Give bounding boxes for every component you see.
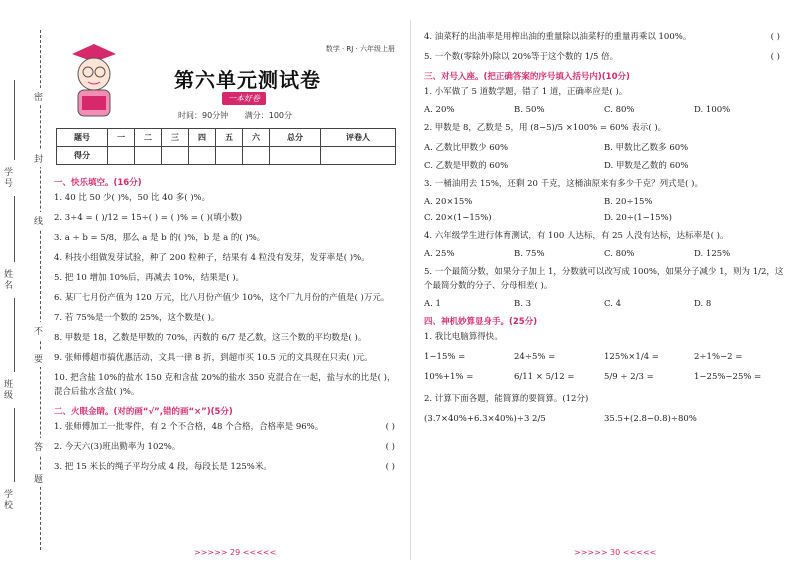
score-header-cell: 六 <box>243 129 270 147</box>
brand-badge: 一本好卷 <box>222 92 266 105</box>
left-page: 数学 · RJ · 六年级上册 第六单元测试卷 一本好卷 时间：90分钟 满分：100分 题号 一 二 三 四 五 六 总分 评卷人 得分 一、快乐填空。(16分) 1. 40 比 50 少( )%，50 比 40 多( )%。 2. 3÷4 = ( )/12 = 15÷( ) = ( )% = ( )(填小数) 3. a ÷ b = 5/8，那么 a 是 b 的( )%，b 是 a 的( )%。 4. 科技小组做发芽试验，种了 200 粒种子，结果有 4 粒没有发芽，发芽率是( )%。 5. 把 10 增加 10%后，再减去 10%，结果是( )。 6. 某厂七月份产值为 120 万元，比八月份产值少 10%，这个厂九月份的产值是( )万元。 7. 若 75%是一个数的 25%，这个数是( )。 8. 甲数是 18，乙数是甲数的 70%，丙数的 6/7 是乙数，这三个数的平均数是( )。 9. 张师傅超市搞优惠活动，文具一律 8 折，到超市买 10.5 元的文具现在只卖( )元。 10. 把含盐 10%的盐水 150 克和含盐 20%的盐水 350 克混合在一起，盐与水的比是( )，混合后盐水含盐( )%。 二、火眼金睛。(对的画“√”,错的画“×”)(5分) 1. 张师傅加工一批零件，有 2 个不合格，48 个合格，合格率是 96%。 ( ) 2. 今天六(3)班出勤率为 102%。 ( ) 3. 把 15 米长的绳子平均分成 4 段，每段长是 125%米。 ( ) >>>>> 29 <<<<< <box>54 30 399 480</box>
option[interactable]: C. 4 <box>604 299 622 309</box>
options <box>424 159 784 171</box>
option[interactable]: B. 50% <box>514 105 545 115</box>
time-label: 时间：90分钟 <box>178 111 229 120</box>
seal-char: 题 <box>34 470 43 487</box>
binding-margin <box>0 0 52 579</box>
exam-meta <box>178 110 306 121</box>
question: 5. 把 10 增加 10%后，再减去 10%，结果是( )。 <box>54 273 245 283</box>
score-cell[interactable] <box>321 147 396 165</box>
option[interactable]: C. 80% <box>604 249 635 259</box>
question: 1. 我比电脑算得快。 <box>424 332 503 342</box>
question: 7. 若 75%是一个数的 25%，这个数是( )。 <box>54 313 220 323</box>
section-heading: 三、对号入座。(把正确答案的序号填入括号内)(10分) <box>424 72 630 82</box>
section-heading: 一、快乐填空。(16分) <box>54 178 142 188</box>
options <box>424 299 784 309</box>
full-score-label: 满分：100分 <box>244 111 293 120</box>
calc-item: 10%+1% = <box>424 372 474 382</box>
question: 6. 某厂七月份产值为 120 万元，比八月份产值少 10%，这个厂九月份的产值是( )万元。 <box>54 293 390 303</box>
score-header-cell: 五 <box>216 129 243 147</box>
score-header-cell: 三 <box>162 129 189 147</box>
score-header-cell: 总分 <box>270 129 321 147</box>
score-cell[interactable] <box>162 147 189 165</box>
seal-char: 封 <box>34 150 43 167</box>
answer-paren[interactable]: ( ) <box>770 32 780 42</box>
seal-char: 密 <box>34 88 43 105</box>
mascot-icon <box>64 40 124 120</box>
option[interactable]: B. 3 <box>514 299 532 309</box>
options <box>424 197 784 207</box>
score-cell[interactable] <box>243 147 270 165</box>
question: 2. 3÷4 = ( )/12 = 15÷( ) = ( )% = ( )(填小数) <box>54 213 243 223</box>
seal-char: 线 <box>34 212 43 229</box>
answer-paren[interactable]: ( ) <box>385 462 395 472</box>
school-label: 学校 <box>4 490 14 511</box>
options <box>424 105 784 115</box>
student-id-label: 学号 <box>4 168 14 189</box>
calc-item: 35.5+(2.8−0.8)÷80% <box>604 414 697 424</box>
score-cell[interactable] <box>189 147 216 165</box>
option[interactable]: D. 100% <box>694 105 731 115</box>
calc-row <box>424 352 784 362</box>
calc-item: (3.7×40%+6.3×40%)÷3 2/5 <box>424 414 546 424</box>
calc-item: 24÷5% = <box>514 352 556 362</box>
option[interactable]: B. 20÷15% <box>604 197 653 207</box>
calc-item: 6/11 × 5/12 = <box>514 372 575 382</box>
option[interactable]: A. 乙数比甲数少 60% <box>424 143 509 153</box>
options <box>424 249 784 259</box>
answer-paren[interactable]: ( ) <box>385 422 395 432</box>
option[interactable]: B. 75% <box>514 249 545 259</box>
calc-item: 1−25%−25% = <box>694 372 762 382</box>
question: 4. 六年级学生进行体育测试，有 100 人达标，有 25 人没有达标，达标率是( )。 <box>424 231 729 241</box>
question: 8. 甲数是 18，乙数是甲数的 70%，丙数的 6/7 是乙数，这三个数的平均数是( )。 <box>54 333 367 343</box>
question: 3. a ÷ b = 5/8，那么 a 是 b 的( )%，b 是 a 的( )%。 <box>54 233 266 243</box>
calc-row <box>424 372 784 382</box>
section-heading: 二、火眼金睛。(对的画“√”,错的画“×”)(5分) <box>54 407 233 417</box>
score-cell[interactable] <box>270 147 321 165</box>
answer-paren[interactable]: ( ) <box>770 52 780 62</box>
score-cell[interactable] <box>216 147 243 165</box>
answer-paren[interactable]: ( ) <box>385 442 395 452</box>
option[interactable]: B. 甲数比乙数多 60% <box>604 143 689 153</box>
score-header-cell: 评卷人 <box>321 129 396 147</box>
exam-header <box>54 30 399 160</box>
calc-row <box>424 414 784 424</box>
score-header-cell: 四 <box>189 129 216 147</box>
question: 10. 把含盐 10%的盐水 150 克和含盐 20%的盐水 350 克混合在一起，盐与水的比是( )，混合后盐水含盐( )%。 <box>54 373 396 397</box>
score-cell[interactable] <box>135 147 162 165</box>
options <box>424 141 784 153</box>
calc-item: 2÷1%−2 = <box>694 352 743 362</box>
score-cell[interactable] <box>108 147 135 165</box>
subject-label: 数学 · RJ · 六年级上册 <box>325 45 395 53</box>
option[interactable]: C. 20×(1−15%) <box>424 213 492 223</box>
option[interactable]: D. 甲数是乙数的 60% <box>604 161 689 171</box>
right-page: 4. 油菜籽的出油率是用榨出油的重量除以油菜籽的重量再乘以 100%。 ( ) 5. 一个数(零除外)除以 20%等于这个数的 1/5 倍。 ( ) 三、对号入座。(把正确答案的序号填入括号内)(10分) 1. 小军做了 5 道数学题，错了 1 道，正确率应是( )。 A. 20% B. 50% C. 80% D. 100% 2. 甲数是 8，乙数是 5，用 (8−5)/5 ×100% = 60% 表示( )。 A. 乙数比甲数少 60% B. 甲数比乙数多 60% C. 乙数是甲数的 60% D. 甲数是乙数的 60% 3. 一桶油用去 15%，还剩 20 千克，这桶油原来有多少千克？列式是( )。 A. 20×15% B. 20÷15% C. 20×(1−15%) D. 20÷(1−15%) 4. 六年级学生进行体育测试，有 100 人达标，有 25 人没有达标，达标率是( )。 A. 25% B. 75% C. 80% D. 125% 5. 一个最简分数，如果分子加上 1，分数就可以改写成 100%，如果分子减少 1，则为 1/2，这个最简分数的分子、分母相差( )。 A. 1 B. 3 C. 4 D. 8 四、神机妙算显身手。(25分) 1. 我比电脑算得快。 1−15% = 24÷5% = 125%×1/4 = 2÷1%−2 = 10%+1% = 6/11 × 5/12 = 5/9 ÷ 2/3 = 1−25%−25% = 2. 计算下面各题，能简算的要简算。(12分) (3.7×40%+6.3×40%)÷3 2/5 35.5+(2.8−0.8)÷80% >>>>> 30 <<<<< <box>424 32 784 557</box>
option[interactable]: D. 125% <box>694 249 731 259</box>
score-table <box>56 128 396 165</box>
calc-item: 125%×1/4 = <box>604 352 659 362</box>
option[interactable]: A. 1 <box>424 299 441 309</box>
option[interactable]: C. 80% <box>604 105 635 115</box>
name-label: 姓名 <box>4 270 14 291</box>
question: 5. 一个最简分数，如果分子加上 1，分数就可以改写成 100%，如果分子减少 1，则为 1/2，这个最简分数的分子、分母相差( )。 <box>424 267 784 291</box>
seal-char: 答 <box>34 438 43 455</box>
option[interactable]: A. 25% <box>424 249 455 259</box>
calc-item: 1−15% = <box>424 352 466 362</box>
option[interactable]: A. 20×15% <box>424 197 473 207</box>
options <box>424 213 784 223</box>
question: 2. 计算下面各题，能简算的要简算。(12分) <box>424 394 589 404</box>
question: 3. 一桶油用去 15%，还剩 20 千克，这桶油原来有多少千克？列式是( )。 <box>424 179 703 189</box>
question: 3. 把 15 米长的绳子平均分成 4 段，每段长是 125%米。 ( ) <box>54 462 395 472</box>
section-heading: 四、神机妙算显身手。(25分) <box>424 317 538 327</box>
page-title: 第六单元测试卷 <box>174 68 321 92</box>
question: 5. 一个数(零除外)除以 20%等于这个数的 1/5 倍。 ( ) <box>424 52 780 62</box>
score-row-label: 得分 <box>57 147 108 165</box>
option[interactable]: A. 20% <box>424 105 455 115</box>
score-header-cell: 二 <box>135 129 162 147</box>
score-header-cell: 一 <box>108 129 135 147</box>
question: 1. 张师傅加工一批零件，有 2 个不合格，48 个合格，合格率是 96%。 ( ) <box>54 422 395 432</box>
seal-char: 不 <box>34 322 43 339</box>
score-header-cell: 题号 <box>57 129 108 147</box>
question: 2. 今天六(3)班出勤率为 102%。 ( ) <box>54 442 395 452</box>
option[interactable]: D. 8 <box>694 299 712 309</box>
class-label: 班级 <box>4 380 14 401</box>
question: 2. 甲数是 8，乙数是 5，用 (8−5)/5 ×100% = 60% 表示( )。 <box>424 123 667 133</box>
calc-item: 5/9 ÷ 2/3 = <box>604 372 654 382</box>
question: 9. 张师傅超市搞优惠活动，文具一律 8 折，到超市买 10.5 元的文具现在只卖( )元。 <box>54 353 373 363</box>
question: 4. 油菜籽的出油率是用榨出油的重量除以油菜籽的重量再乘以 100%。 ( ) <box>424 32 780 42</box>
seal-char: 要 <box>34 350 43 367</box>
question: 4. 科技小组做发芽试验，种了 200 粒种子，结果有 4 粒没有发芽，发芽率是( )%。 <box>54 253 370 263</box>
question: 1. 小军做了 5 道数学题，错了 1 道，正确率应是( )。 <box>424 87 628 97</box>
option[interactable]: D. 20÷(1−15%) <box>604 213 672 223</box>
question: 1. 40 比 50 少( )%，50 比 40 多( )%。 <box>54 193 211 203</box>
option[interactable]: C. 乙数是甲数的 60% <box>424 161 509 171</box>
